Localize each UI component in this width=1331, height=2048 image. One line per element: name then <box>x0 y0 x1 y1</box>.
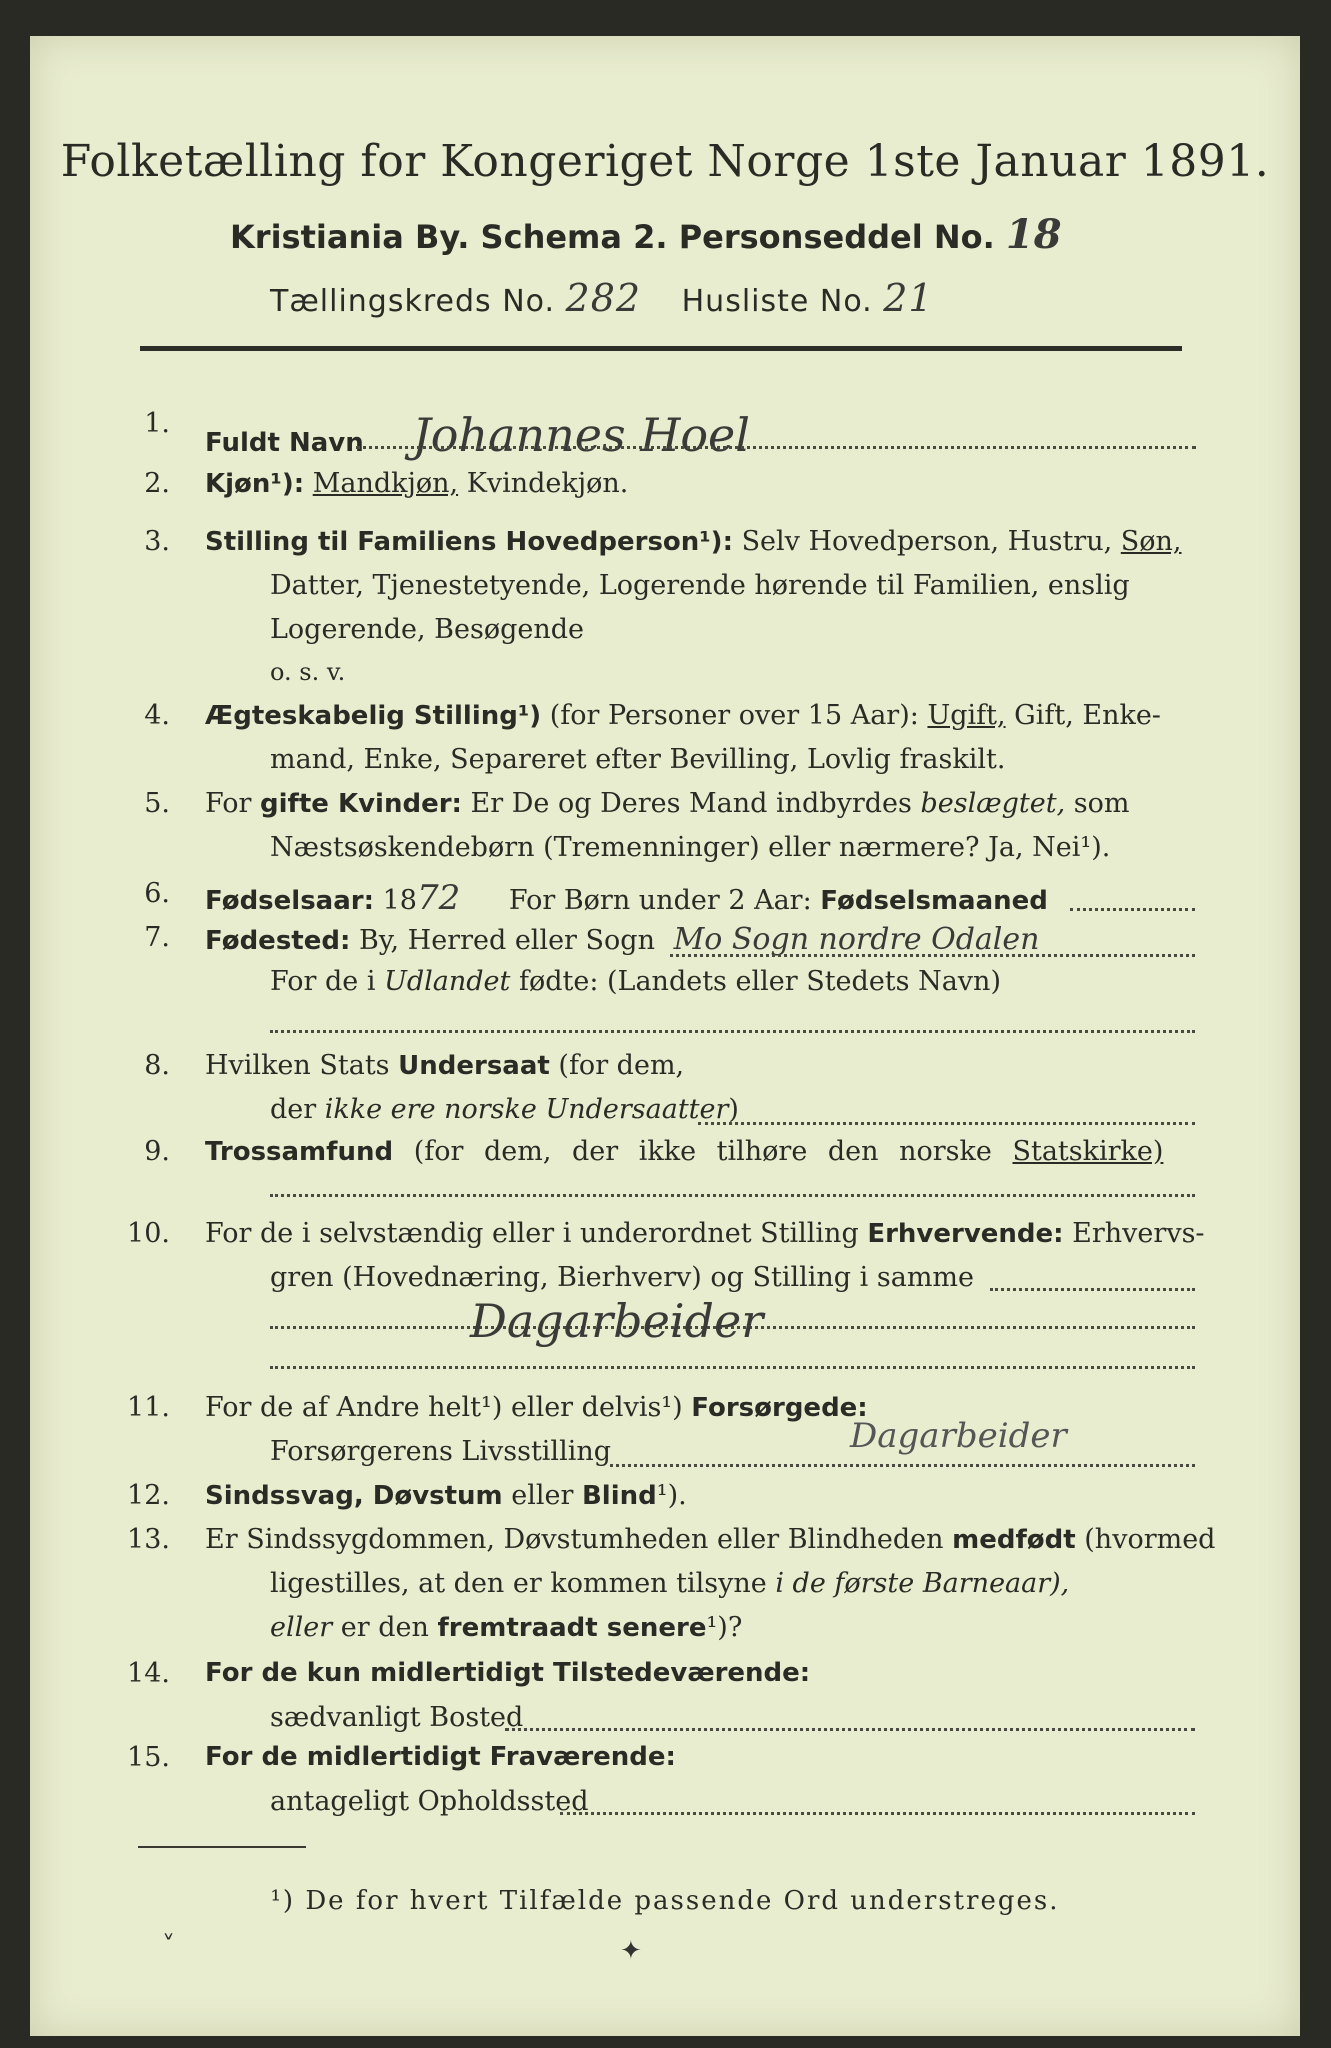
congenital-erden: er den <box>340 1612 429 1643</box>
item-number: 12. <box>127 1480 170 1511</box>
fill-line <box>505 1728 1195 1731</box>
taellingskreds-line <box>270 276 934 320</box>
religion-note: (for dem, der ikke tilhøre den norske <box>413 1136 992 1167</box>
taellingskreds-number: 282 <box>565 276 642 320</box>
fill-line <box>698 1122 1195 1125</box>
congenital-italic: i de første Barneaar), <box>775 1568 1070 1599</box>
item-10 <box>205 1218 1205 1249</box>
item-4 <box>205 700 1161 731</box>
married-for: For <box>205 788 252 819</box>
birthplace-note: By, Herred eller Sogn <box>358 925 655 956</box>
fill-line <box>560 1812 1195 1815</box>
item-3-line2: Datter, Tjenestetyende, Logerende hørende til Familien, enslig <box>270 570 1130 601</box>
item-9 <box>205 1136 1163 1167</box>
sex-other: Kvindekjøn. <box>466 468 629 499</box>
header-divider <box>140 346 1182 351</box>
item-number: 5. <box>144 788 170 819</box>
item-3-line4: o. s. v. <box>270 658 346 686</box>
item-14: For de kun midlertidigt Tilstedeværende: <box>205 1658 811 1688</box>
item-7-line2 <box>270 966 1001 997</box>
item-15-line2: antageligt Opholdssted <box>270 1786 589 1817</box>
birth-year-label: Fødselsaar: <box>205 886 374 916</box>
birthplace-label: Fødested: <box>205 926 351 956</box>
married-question: Er De og Deres Mand indbyrdes <box>470 788 912 819</box>
margin-mark: ✦ <box>620 1936 642 1966</box>
married-women-label: gifte Kvinder: <box>260 789 462 819</box>
birth-month-label: Fødselsmaaned <box>820 886 1048 916</box>
item-11-line2: Forsørgerens Livsstilling <box>270 1436 612 1467</box>
husliste-number: 21 <box>883 276 934 320</box>
family-position-selected: Søn, <box>1120 526 1182 557</box>
religion-selected: Statskirke) <box>1012 1136 1164 1167</box>
name-label: Fuldt Navn <box>205 428 364 458</box>
marital-options: Gift, Enke- <box>1014 700 1161 731</box>
schema-label: Kristiania By. Schema 2. Personseddel No. <box>230 218 995 256</box>
citizenship-der: der <box>270 1094 317 1125</box>
item-number: 3. <box>144 526 170 557</box>
footnote-divider <box>138 1846 306 1848</box>
citizenship-italic: ikke ere norske Undersaatter <box>324 1094 729 1125</box>
sex-selected: Mandkjøn, <box>312 468 459 499</box>
married-som: som <box>1073 788 1130 819</box>
census-form <box>30 36 1300 2036</box>
item-2 <box>205 468 628 499</box>
congenital-label: medfødt <box>952 1525 1076 1555</box>
disability-label: Sindssvag, Døvstum <box>205 1481 503 1511</box>
item-number: 1. <box>144 408 170 439</box>
item-number: 7. <box>144 922 170 953</box>
provider-value: Dagarbeider <box>850 1416 1067 1456</box>
item-number: 4. <box>144 700 170 731</box>
fill-line <box>1070 908 1195 911</box>
congenital-line2: ligestilles, at den er kommen tilsyne <box>270 1568 767 1599</box>
item-number: 2. <box>144 468 170 499</box>
citizenship-note: (for dem, <box>558 1050 685 1081</box>
item-5-line2: Næstsøskendebørn (Tremenninger) eller nærmere? Ja, Nei¹). <box>270 832 1111 863</box>
form-header-line <box>230 211 1062 258</box>
birth-month-note: For Børn under 2 Aar: <box>508 885 812 916</box>
supported-label: Forsørgede: <box>691 1393 868 1423</box>
birth-year-value: 72 <box>416 878 461 918</box>
item-number: 6. <box>144 878 170 909</box>
birthplace-value: Mo Sogn nordre Odalen <box>673 922 1040 957</box>
later-label: fremtraadt senere <box>437 1613 707 1643</box>
citizenship-label: Undersaat <box>398 1051 550 1081</box>
item-number: 10. <box>127 1218 170 1249</box>
family-position-options: Selv Hovedperson, Hustru, <box>741 526 1113 557</box>
fill-line <box>270 1030 1195 1033</box>
religion-label: Trossamfund <box>205 1137 394 1167</box>
item-number: 9. <box>144 1136 170 1167</box>
item-13 <box>205 1524 1215 1555</box>
blind-label: Blind <box>581 1481 657 1511</box>
item-6 <box>205 878 1048 918</box>
item-10-line2: gren (Hovednæring, Bierhverv) og Stilling i samme <box>270 1262 975 1293</box>
item-number: 14. <box>127 1658 170 1689</box>
footnote: ¹) De for hvert Tilfælde passende Ord understreges. <box>270 1886 1060 1916</box>
fill-line <box>610 1464 1195 1467</box>
item-14-line2: sædvanligt Bosted <box>270 1702 524 1733</box>
item-3 <box>205 526 1182 557</box>
marital-label: Ægteskabelig Stilling¹) <box>205 701 542 731</box>
congenital-prefix: Er Sindssygdommen, Døvstumheden eller Blindheden <box>205 1524 944 1555</box>
item-7 <box>205 922 1039 957</box>
item-13-line2 <box>270 1568 1069 1599</box>
family-position-label: Stilling til Familiens Hovedperson¹): <box>205 527 733 557</box>
abroad-label: Udlandet <box>384 966 511 997</box>
occupation-prefix: For de i selvstændig eller i underordnet Stilling <box>205 1218 859 1249</box>
item-number: 15. <box>127 1742 170 1773</box>
marital-selected: Ugift, <box>927 700 1006 731</box>
congenital-eller: eller <box>270 1612 333 1643</box>
taellingskreds-label: Tællingskreds No. <box>270 284 555 319</box>
item-8-line2: der ikke ere norske Undersaatter) <box>270 1094 739 1125</box>
fill-line <box>356 446 1196 449</box>
disability-tail: ¹). <box>656 1480 687 1511</box>
item-11 <box>205 1392 868 1423</box>
fill-line <box>670 954 1195 957</box>
item-4-line2: mand, Enke, Separeret efter Bevilling, Lovlig fraskilt. <box>270 744 1006 775</box>
item-number: 11. <box>127 1392 170 1423</box>
item-15: For de midlertidigt Fraværende: <box>205 1742 676 1772</box>
married-related: beslægtet, <box>920 788 1066 819</box>
item-8 <box>205 1050 684 1081</box>
item-1 <box>205 408 750 462</box>
birth-year-prefix: 18 <box>382 885 417 916</box>
citizenship-prefix: Hvilken Stats <box>205 1050 390 1081</box>
disability-eller: eller <box>511 1480 574 1511</box>
occupation-value: Dagarbeider <box>470 1294 764 1348</box>
item-5 <box>205 788 1130 819</box>
marital-note: (for Personer over 15 Aar): <box>549 700 919 731</box>
fill-line <box>270 1194 1195 1197</box>
occupation-label: Erhvervende: <box>867 1219 1064 1249</box>
supported-prefix: For de af Andre helt¹) eller delvis¹) <box>205 1392 683 1423</box>
sex-label: Kjøn¹): <box>205 469 305 499</box>
fill-line <box>270 1366 1195 1369</box>
occupation-note: Erhvervs- <box>1072 1218 1205 1249</box>
congenital-tail: ¹)? <box>706 1612 743 1643</box>
fill-line <box>990 1288 1195 1291</box>
item-3-line3: Logerende, Besøgende <box>270 614 584 645</box>
item-number: 13. <box>127 1524 170 1555</box>
margin-mark: ˅ <box>162 1931 175 1961</box>
personseddel-number: 18 <box>1005 211 1062 258</box>
abroad-note: fødte: (Landets eller Stedets Navn) <box>518 966 1001 997</box>
item-13-line3 <box>270 1612 742 1643</box>
page-title: Folketælling for Kongeriget Norge 1ste Januar 1891. <box>60 136 1270 187</box>
name-value: Johannes Hoel <box>412 408 750 462</box>
husliste-label: Husliste No. <box>681 284 873 319</box>
item-12 <box>205 1480 687 1511</box>
abroad-prefix: For de i <box>270 966 376 997</box>
congenital-note: (hvormed <box>1084 1524 1216 1555</box>
item-number: 8. <box>144 1050 170 1081</box>
